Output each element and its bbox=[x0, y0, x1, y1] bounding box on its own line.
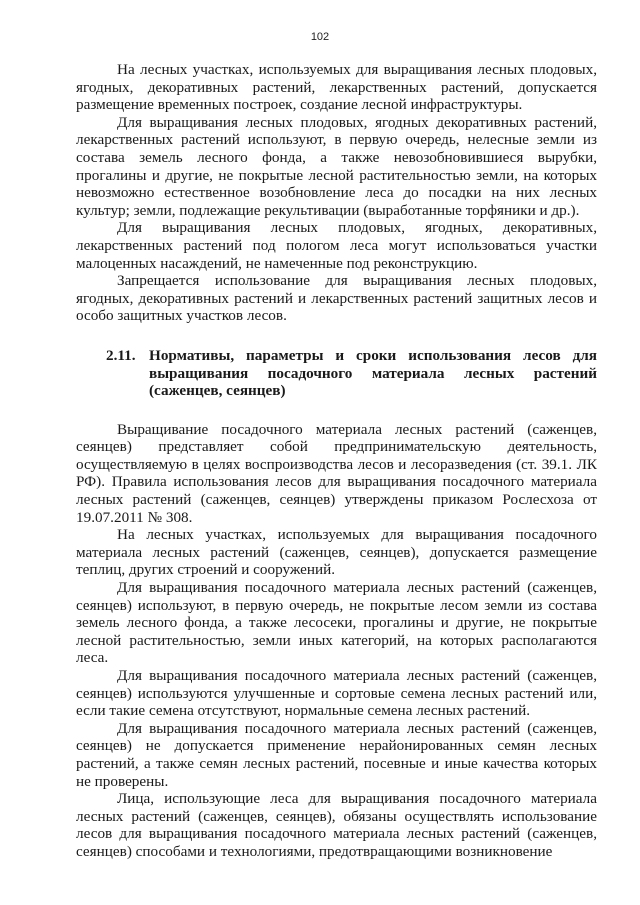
paragraph: Выращивание посадочного материала лесных растений (саженцев, сеянцев) представляет собой предпринимательскую деятельность, осуществляемую в целях воспроизводства лесов и лесоразведения (ст. 39.1. ЛК РФ). Правила использования лесов для выращивания посадочного материала лесных растений (саженцев, сеянцев) утверждены приказом Рослесхоза от 19.07.2011 № 308. bbox=[76, 420, 597, 526]
paragraph: Лица, использующие леса для выращивания посадочного материала лесных растений (саженцев, сеянцев), обязаны осуществлять использование лесов для выращивания посадочного материала лесных растений (саженцев, сеянцев) способами и технологиями, предотвращающими возникновение bbox=[76, 790, 597, 860]
paragraph: Запрещается использование для выращивания лесных плодовых, ягодных, декоративных растений и лекарственных растений защитных лесов и особо защитных участков лесов. bbox=[76, 272, 597, 325]
section-title: Нормативы, параметры и сроки использования лесов для выращивания посадочного материала лесных растений (саженцев, сеянцев) bbox=[149, 346, 597, 400]
paragraph: На лесных участках, используемых для выращивания посадочного материала лесных растений (саженцев, сеянцев), допускается размещение теплиц, других строений и сооружений. bbox=[76, 526, 597, 579]
paragraph: Для выращивания посадочного материала лесных растений (саженцев, сеянцев) используют, в первую очередь, не покрытые лесом земли из состава земель лесного фонда, а также лесосеки, прогалины и другие, не покрытые лесной растительностью, земли иных категорий, на которых располагаются леса. bbox=[76, 579, 597, 667]
section-number: 2.11. bbox=[106, 346, 136, 364]
paragraph: Для выращивания посадочного материала лесных растений (саженцев, сеянцев) не допускается применение нерайонированных семян лесных растений, а также семян лесных растений, посевные и иные качества которых не проверены. bbox=[76, 719, 597, 790]
page-number: 102 bbox=[310, 31, 330, 43]
section-heading bbox=[76, 347, 597, 400]
paragraph: На лесных участках, используемых для выращивания лесных плодовых, ягодных, декоративных растений, лекарственных растений, допускается размещение временных построек, создание лесной инфраструктуры. bbox=[76, 61, 597, 114]
paragraph: Для выращивания лесных плодовых, ягодных, декоративных, лекарственных растений под пологом леса могут использоваться участки малоценных насаждений, не намеченные под реконструкцию. bbox=[76, 219, 597, 272]
document-body bbox=[76, 61, 597, 861]
paragraph: Для выращивания лесных плодовых, ягодных декоративных растений, лекарственных растений используют, в первую очередь, нелесные земли из состава земель лесного фонда, а также невозобновившиеся вырубки, прогалины и другие, не покрытые лесной растительностью земли, на которых невозможно естественное возобновление леса до посадки на них лесных культур; земли, подлежащие рекультивации (выработанные торфяники и др.). bbox=[76, 113, 597, 219]
paragraph: Для выращивания посадочного материала лесных растений (саженцев, сеянцев) используются улучшенные и сортовые семена лесных растений или, если такие семена отсутствуют, нормальные семена лесных растений. bbox=[76, 667, 597, 720]
